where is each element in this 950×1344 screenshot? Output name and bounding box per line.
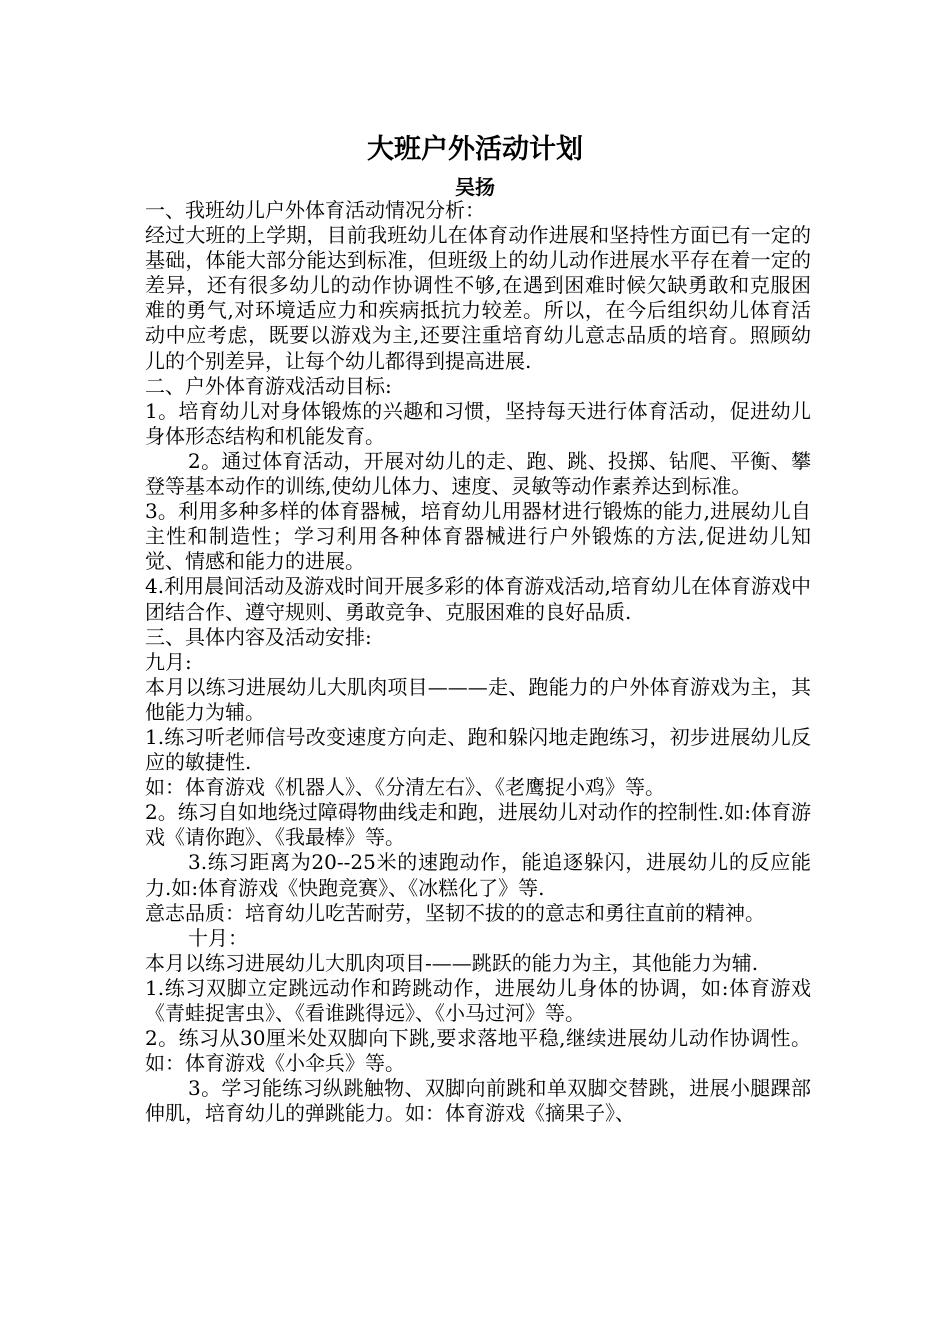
section-heading-analysis: 一、我班幼儿户外体育活动情况分析： [145, 198, 485, 222]
september-intro: 本月以练习进展幼儿大肌肉项目———走、跑能力的户外体育游戏为主，其他能力为辅。 [145, 674, 811, 724]
october-item-3: 3。学习能练习纵跳触物、双脚向前跳和单双脚交替跳，进展小腿踝部伸肌，培育幼儿的弹跳能力。如：体育游戏《摘果子》、 [145, 1076, 811, 1126]
document-body [145, 198, 811, 1126]
september-will-quality: 意志品质：培育幼儿吃苦耐劳，坚韧不拔的的意志和勇往直前的精神。 [145, 900, 765, 925]
september-item-2: 2。练习自如地绕过障碍物曲线走和跑，进展幼儿对动作的控制性.如:体育游戏《请你跑》、《我最棒》等。 [145, 800, 811, 850]
september-item-1: 1.练习听老师信号改变速度方向走、跑和躲闪地走跑练习，初步进展幼儿反应的敏捷性. [145, 724, 811, 775]
document-title: 大班户外活动计划 [367, 134, 583, 165]
september-item-1-example: 如：体育游戏《机器人》、《分清左右》、《老鹰捉小鸡》等。 [145, 775, 665, 800]
goal-item-3: 3。利用多种多样的体育器械，培育幼儿用器材进行锻炼的能力,进展幼儿自主性和制造性；学习利用各种体育器械进行户外锻炼的方法,促进幼儿知觉、情感和能力的进展。 [145, 499, 811, 574]
october-item-1: 1.练习双脚立定跳远动作和跨跳动作，进展幼儿身体的协调，如:体育游戏《青蛙捉害虫》、《看谁跳得远》、《小马过河》等。 [145, 975, 811, 1025]
paragraph-analysis: 经过大班的上学期，目前我班幼儿在体育动作进展和坚持性方面已有一定的基础，体能大部分能达到标准，但班级上的幼儿动作进展水平存在着一定的差异，还有很多幼儿的动作协调性不够,在遇到困难时候欠缺勇敢和克服困难的勇气,对环境适应力和疾病抵抗力较差。所以，在今后组织幼儿体育活动中应考虑，既要以游戏为主,还要注重培育幼儿意志品质的培育。照顾幼儿的个别差异，让每个幼儿都得到提高进展. [145, 223, 811, 373]
october-intro: 本月以练习进展幼儿大肌肉项目-——跳跃的能力为主，其他能力为辅. [145, 950, 759, 975]
section-heading-goals: 二、户外体育游戏活动目标: [145, 373, 392, 398]
month-heading-september: 九月: [145, 649, 192, 674]
section-heading-content: 三、具体内容及活动安排: [145, 624, 372, 649]
goal-item-4: 4.利用晨间活动及游戏时间开展多彩的体育游戏活动,培育幼儿在体育游戏中团结合作、遵守规则、勇敢竞争、克服困难的良好品质. [145, 574, 811, 624]
goal-item-2: 2。通过体育活动，开展对幼儿的走、跑、跳、投掷、钻爬、平衡、攀登等基本动作的训练,使幼儿体力、速度、灵敏等动作素养达到标准。 [145, 448, 811, 499]
september-item-3: 3.练习距离为20--25米的速跑动作，能追逐躲闪，进展幼儿的反应能力.如:体育游戏《快跑竞赛》、《冰糕化了》等. [145, 850, 811, 900]
october-item-2: 2。练习从30厘米处双脚向下跳,要求落地平稳,继续进展幼儿动作协调性。如：体育游戏《小伞兵》等。 [145, 1026, 811, 1076]
document-author: 吴扬 [455, 175, 495, 199]
month-heading-october: 十月： [188, 925, 248, 950]
goal-item-1: 1。培育幼儿对身体锻炼的兴趣和习惯，坚持每天进行体育活动，促进幼儿身体形态结构和机能发育。 [145, 398, 811, 448]
